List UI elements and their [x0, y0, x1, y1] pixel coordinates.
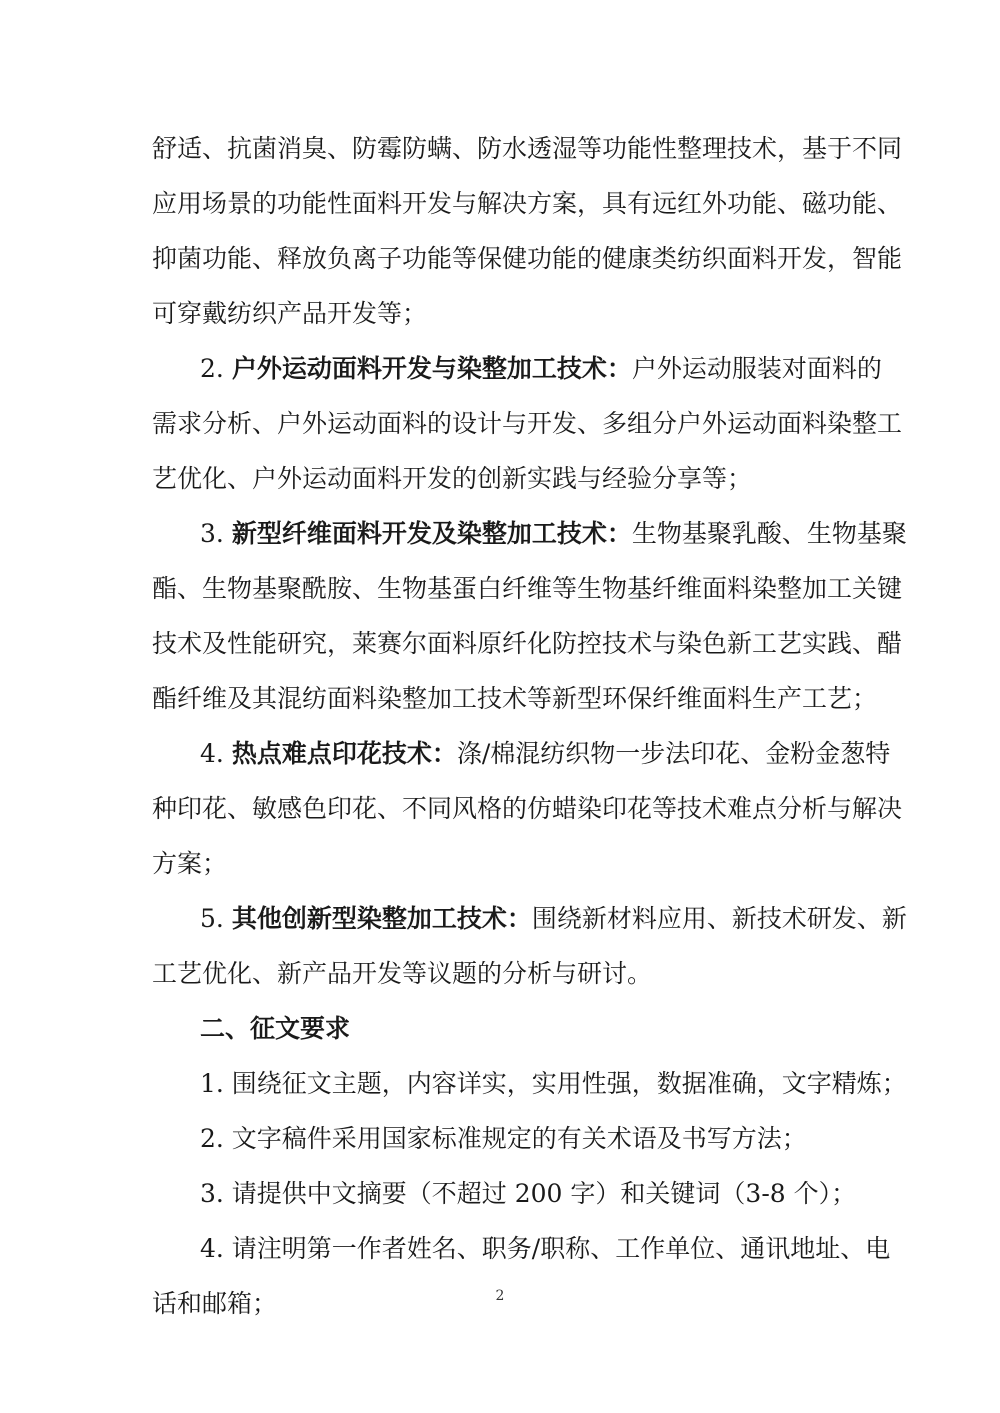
item-number: 3. [200, 519, 224, 548]
paragraph-item-3 [152, 506, 907, 726]
item-text: 生物基聚乳酸、生物基聚 [631, 519, 907, 548]
text-line: 技术及性能研究，莱赛尔面料原纤化防控技术与染色新工艺实践、醋 [152, 629, 903, 658]
paragraph-item-4 [152, 726, 903, 891]
text-line: 应用场景的功能性面料开发与解决方案，具有远红外功能、磁功能、 [152, 189, 903, 218]
item-text: 围绕新材料应用、新技术研发、新 [531, 904, 907, 933]
text-line: 需求分析、户外运动面料的设计与开发、多组分户外运动面料染整工 [152, 409, 903, 438]
item-text: 户外运动服装对面料的 [631, 354, 882, 383]
text-line: 艺优化、户外运动面料开发的创新实践与经验分享等； [152, 464, 753, 493]
requirement-item: 2. 文字稿件采用国家标准规定的有关术语及书写方法； [200, 1124, 807, 1153]
item-title: 新型纤维面料开发及染整加工技术： [231, 519, 632, 548]
item-first-line [152, 891, 907, 946]
item-title: 其他创新型染整加工技术： [231, 904, 532, 933]
section-heading: 二、征文要求 [200, 1014, 351, 1043]
item-title: 户外运动面料开发与染整加工技术： [231, 354, 632, 383]
item-first-line [152, 726, 891, 781]
paragraph-item-2 [152, 341, 903, 506]
paragraph-functional-fabrics [152, 121, 903, 341]
document-body [152, 121, 907, 1331]
text-line: 酯纤维及其混纺面料染整加工技术等新型环保纤维面料生产工艺； [152, 684, 878, 713]
requirement-item: 3. 请提供中文摘要（不超过 200 字）和关键词（3-8 个）； [200, 1179, 857, 1208]
text-line: 方案； [152, 849, 228, 878]
text-line: 工艺优化、新产品开发等议题的分析与研讨。 [152, 959, 653, 988]
item-number: 2. [200, 354, 224, 383]
item-first-line [152, 341, 882, 396]
text-line: 抑菌功能、释放负离子功能等保健功能的健康类纺织面料开发，智能 [152, 244, 903, 273]
paragraph-item-5 [152, 891, 907, 1001]
text-line: 话和邮箱； [152, 1289, 278, 1318]
item-first-line [152, 506, 907, 561]
requirement-item: 4. 请注明第一作者姓名、职务/职称、工作单位、通讯地址、电 [200, 1234, 891, 1263]
item-text: 涤/棉混纺织物一步法印花、金粉金葱特 [456, 739, 891, 768]
page-number: 2 [495, 1288, 505, 1304]
item-number: 5. [200, 904, 224, 933]
text-line: 舒适、抗菌消臭、防霉防螨、防水透湿等功能性整理技术，基于不同 [152, 134, 903, 163]
text-line: 酯、生物基聚酰胺、生物基蛋白纤维等生物基纤维面料染整加工关键 [152, 574, 903, 603]
item-number: 4. [200, 739, 224, 768]
requirement-item: 1. 围绕征文主题，内容详实，实用性强，数据准确，文字精炼； [200, 1069, 907, 1098]
text-line: 种印花、敏感色印花、不同风格的仿蜡染印花等技术难点分析与解决 [152, 794, 903, 823]
item-title: 热点难点印花技术： [231, 739, 457, 768]
text-line: 可穿戴纺织产品开发等； [152, 299, 428, 328]
